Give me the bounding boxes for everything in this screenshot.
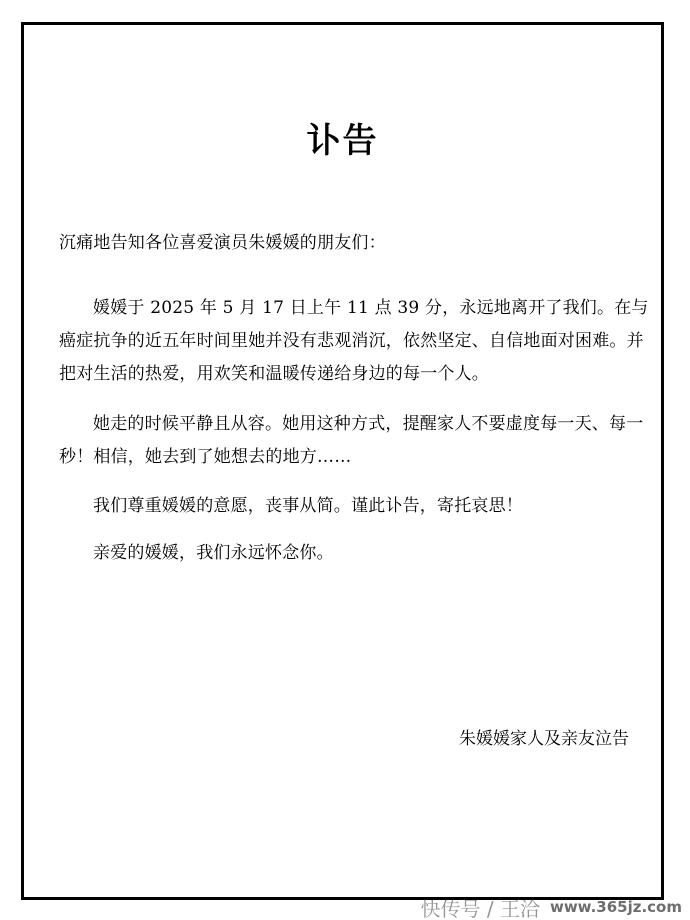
obituary-frame	[21, 22, 664, 900]
paragraph-2: 她走的时候平静且从容。她用这种方式，提醒家人不要虚度每一天、每一秒！相信，她去到了她想去的地方……	[59, 414, 644, 467]
watermark-text: 快传号 / 王洽	[420, 896, 540, 920]
signature: 朱媛媛家人及亲友泣告	[459, 729, 629, 749]
page-title: 讣告	[306, 121, 379, 161]
watermark	[421, 894, 682, 920]
salutation: 沉痛地告知各位喜爱演员朱媛媛的朋友们：	[59, 233, 386, 253]
paragraph-4: 亲爱的媛媛，我们永远怀念你。	[93, 543, 334, 563]
paragraph-3: 我们尊重媛媛的意愿，丧事从简。谨此讣告，寄托哀思！	[93, 496, 523, 516]
watermark-site: www.365jz.com	[549, 898, 682, 916]
paragraph-1: 媛媛于 2025 年 5 月 17 日上午 11 点 39 分，永远地离开了我们。在与癌症抗争的近五年时间里她并没有悲观消沉，依然坚定、自信地面对困难。并把对生活的热爱，用欢笑和温暖传递给身边的每一个人。	[59, 298, 649, 384]
